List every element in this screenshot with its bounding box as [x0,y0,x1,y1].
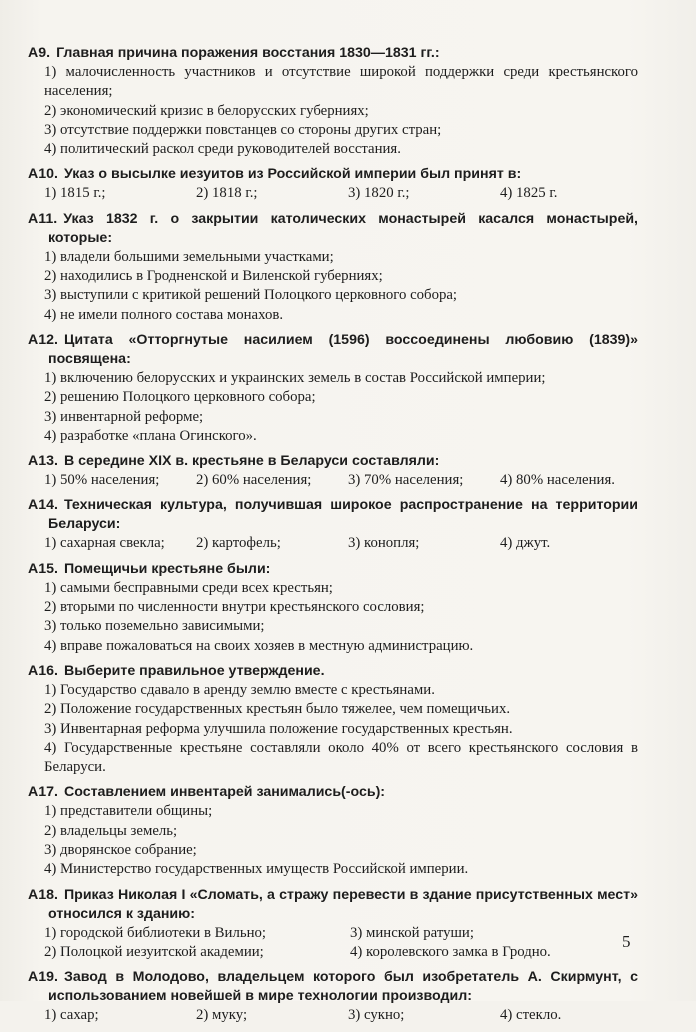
question-number: А11. [28,210,58,227]
answer-option: 2) находились в Гродненской и Виленской губерниях; [44,268,383,285]
question-number: А13. [28,453,58,470]
answer-option: 4) королевского замка в Гродно. [350,943,551,960]
question-text: Завод в Молодово, владельцем которого был изобретатель А. Скирмунт, с использованием новейшей в мире технологии производил: [48,969,638,1005]
question-text: Главная причина поражения восстания 1830—1831 гг.: [56,45,440,61]
question-text: В середине XIX в. крестьяне в Беларуси составляли: [63,453,440,470]
question-a16 [28,662,638,777]
question-heading [28,165,638,184]
answer-option: 1) самыми бесправными среди всех крестьян; [44,579,333,596]
answer-option: 3) только поземельно зависимыми; [44,618,265,635]
question-text: Цитата «Отторгнутые насилием (1596) воссоединены любовию (1839)» посвящена: [48,331,638,367]
question-number: А9. [28,45,51,61]
answer-option: 3) дворянское собрание; [44,842,197,859]
question-text: Помещичьи крестьяне были: [63,560,271,577]
answer-option: 2) Положение государственных крестьян было тяжелее, чем помещичьих. [44,701,511,718]
questions-list [28,44,638,1032]
question-number: А10. [28,166,58,183]
answer-option: 4) политический раскол среди руководителей восстания. [44,141,401,158]
question-heading [28,210,638,248]
question-number: А15. [28,560,58,577]
answer-option: 4) не имели полного состава монахов. [44,306,284,323]
question-heading [28,662,638,681]
answer-option: 2) вторыми по численности внутри крестьянского сословия; [44,599,425,616]
answer-option: 3) 70% населения; [348,472,464,489]
answer-option: 4) Государственные крестьяне составляли около 40% от всего крестьянского сословия в Беларуси. [44,739,638,776]
answer-option: 1) 50% населения; [44,472,160,489]
question-number: А17. [28,784,58,801]
answer-option: 3) отсутствие поддержки повстанцев со стороны других стран; [44,121,442,138]
question-text: Техническая культура, получившая широкое распространение на территории Беларуси: [48,497,638,533]
answer-option: 1) представители общины; [44,803,213,820]
question-a10 [28,165,638,203]
answer-row [28,924,638,943]
answer-option: 4) 1825 г. [500,185,558,202]
answer-option: 3) Инвентарная реформа улучшила положение государственных крестьян. [44,720,513,737]
answer-option: 2) картофель; [196,535,281,552]
question-number: А18. [28,886,58,903]
question-heading [28,44,638,63]
question-text: Указ о высылке иезуитов из Российской империи был принят в: [63,166,522,183]
question-number: А16. [28,662,58,679]
answer-option: 1) городской библиотеки в Вильно; [44,924,267,941]
question-heading [28,496,638,534]
answer-option: 3) 1820 г.; [348,185,410,202]
question-heading [28,452,638,471]
answer-option: 4) 80% населения. [500,472,615,489]
answer-option: 4) Министерство государственных имуществ Российской империи. [44,861,469,878]
question-a14 [28,496,638,553]
answer-option: 2) 60% населения; [196,472,312,489]
question-heading [28,331,638,369]
answer-option: 4) стекло. [500,1007,562,1024]
answer-option: 4) джут. [500,535,551,552]
question-text: Выберите правильное утверждение. [63,662,325,679]
question-a17 [28,783,638,879]
answer-option: 2) муку; [196,1007,248,1024]
question-text: Составлением инвентарей занимались(-ось): [63,784,386,801]
answer-option: 2) 1818 г.; [196,185,258,202]
answer-option: 3) сукно; [348,1007,405,1024]
answer-option: 3) минской ратуши; [350,924,474,941]
question-number: А12. [28,331,58,348]
question-a19 [28,968,638,1025]
answer-option: 2) Полоцкой иезуитской академии; [44,943,264,960]
answer-option: 1) Государство сдавало в аренду землю вместе с крестьянами. [44,681,435,698]
answer-row [28,184,638,203]
answer-option: 1) сахарная свекла; [44,535,165,552]
answer-option: 1) включению белорусских и украинских земель в состав Российской империи; [44,369,546,386]
answer-option: 2) экономический кризис в белорусских губерниях; [44,102,369,119]
answer-option: 1) сахар; [44,1007,99,1024]
question-a11 [28,210,638,325]
answer-row [28,1006,638,1025]
question-a18 [28,886,638,963]
question-text: Указ 1832 г. о закрытии католических монастырей касался монастырей, которые: [48,210,638,246]
answer-option: 3) инвентарной реформе; [44,408,204,425]
question-heading [28,560,638,579]
question-a13 [28,452,638,490]
question-number: А19. [28,969,58,986]
question-a12 [28,331,638,446]
answer-option: 2) решению Полоцкого церковного собора; [44,389,316,406]
answer-option: 2) владельцы земель; [44,822,178,839]
answer-option: 3) конопля; [348,535,420,552]
answer-option: 4) вправе пожаловаться на своих хозяев в местную администрацию. [44,637,474,654]
answer-row [28,943,638,962]
question-text: Приказ Николая I «Сломать, а стражу перевести в здание присутственных мест» относился к зданию: [48,886,638,922]
question-a15 [28,560,638,656]
question-number: А14. [28,497,58,514]
answer-option: 1) 1815 г.; [44,185,106,202]
answer-option: 3) выступили с критикой решений Полоцкого церковного собора; [44,287,458,304]
answer-row [28,471,638,490]
question-heading [28,783,638,802]
answer-row [28,534,638,553]
question-a9 [28,44,638,159]
question-heading [28,886,638,924]
answer-option: 1) малочисленность участников и отсутствие широкой поддержки среди крестьянского населения; [44,64,638,100]
answer-option: 1) владели большими земельными участками; [44,248,334,265]
page-number: 5 [622,932,631,951]
answer-option: 4) разработке «плана Огинского». [44,427,257,444]
